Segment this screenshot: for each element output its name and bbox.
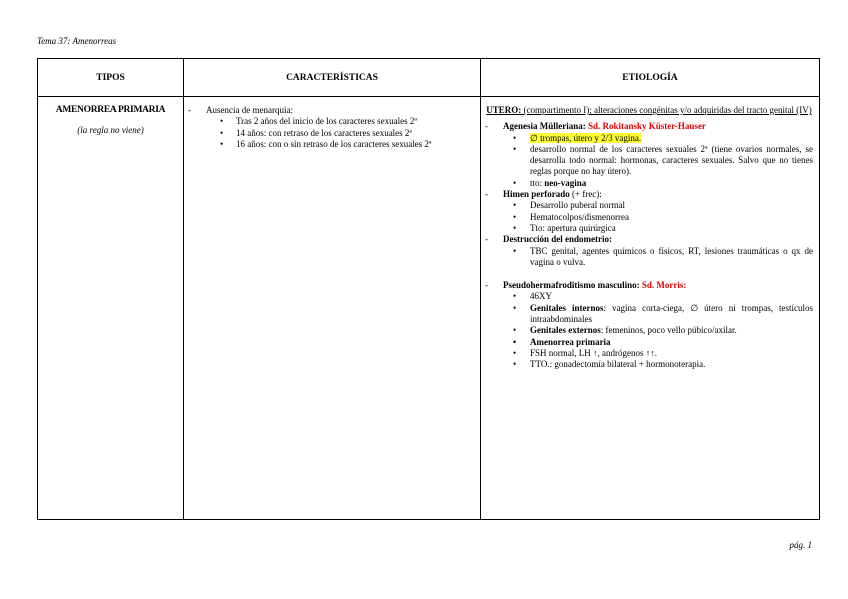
destruccion-list [485,246,813,269]
list-item: • FSH normal, LH ↑, andrógenos ↑↑. [485,348,813,359]
caracteristicas-main-text: Ausencia de menarquia: [206,105,293,115]
himen-note: (+ frec): [569,189,602,200]
list-item: • Amenorrea primaria [485,337,813,348]
genitales-externos-label: Genitales externos [530,325,601,336]
list-item: • Tto: apertura quirúrgica [485,223,813,234]
genitales-externos-text: : femeninos, poco vello púbico/axilar. [600,325,737,336]
caracteristicas-main [188,105,474,116]
list-item: • 16 años: con o sin retraso de los caracteres sexuales 2ª [188,139,474,150]
list-item [485,325,813,336]
table-header-row [38,59,820,97]
destruccion-item [485,234,813,245]
tipo-name: AMENORREA PRIMARIA [55,105,166,115]
header-etiologia: ETIOLOGÍA [481,59,820,97]
amenorrea-table [37,58,820,520]
pseudo-list [485,291,813,370]
destruccion-label: Destrucción del endometrio: [503,234,612,245]
page-number: pág. 1 [789,540,812,550]
list-item: • 14 años: con retraso de los caracteres sexuales 2ª [188,128,474,139]
list-item: • Hematocolpos/dismenorrea [485,212,813,223]
utero-label: UTERO: [486,105,522,115]
caracteristicas-cell [184,97,481,520]
list-item [485,133,813,144]
genitales-internos-text: : vagina corta-ciega, ∅ útero ni trompas, testículos intraabdominales [530,302,813,325]
etiologia-cell [481,97,820,520]
page-header-title: Tema 37: Amenorreas [37,36,117,46]
header-tipos: TIPOS [38,59,184,97]
list-item [485,303,813,326]
tipo-subtitle: (la regla no viene) [77,125,144,135]
tto-value: neo-vagina [544,177,587,188]
caracteristicas-list [188,116,474,150]
pseudo-item [485,280,813,291]
pseudo-syndrome: Sd. Morris: [641,280,687,291]
list-item: • Desarrollo puberal normal [485,200,813,211]
pseudo-label: Pseudohermafroditismo masculino: [503,280,640,291]
tto-prefix: tto: [530,177,545,188]
list-item: • desarrollo normal de los caracteres sexuales 2ª (tiene ovarios normales, se desarrolla todo normal: hormonas, caracteres sexuales. Salvo que no tienes reglas porque no hay útero). [485,144,813,178]
list-item: • 46XY [485,291,813,302]
list-item: • TBC genital, agentes químicos o físicos, RT, lesiones traumáticas o qx de vagina o vulva. [485,246,813,269]
genitales-internos-label: Genitales internos [530,302,604,313]
tipo-cell [38,97,184,520]
highlighted-text: ∅ trompas, útero y 2/3 vagina. [530,132,642,143]
header-caracteristicas: CARACTERÍSTICAS [184,59,481,97]
himen-label: Himen perforado [503,189,570,200]
himen-list [485,200,813,234]
list-item [485,178,813,189]
list-item: • TTO.: gonadectomía bilateral + hormonoterapia. [485,359,813,370]
table-row [38,97,820,520]
agenesia-item [485,121,813,132]
agenesia-label: Agenesia Mülleriana: [503,121,586,132]
utero-text: (compartimento I); alteraciones congénitas y/o adquiridas del tracto genital (IV) [521,105,812,115]
utero-heading [485,105,813,116]
agenesia-list [485,133,813,189]
agenesia-syndrome: Sd. Rokitansky Küster-Hauser [588,121,706,132]
list-item: • Tras 2 años del inicio de los caracteres sexuales 2ª [188,116,474,127]
himen-item [485,189,813,200]
